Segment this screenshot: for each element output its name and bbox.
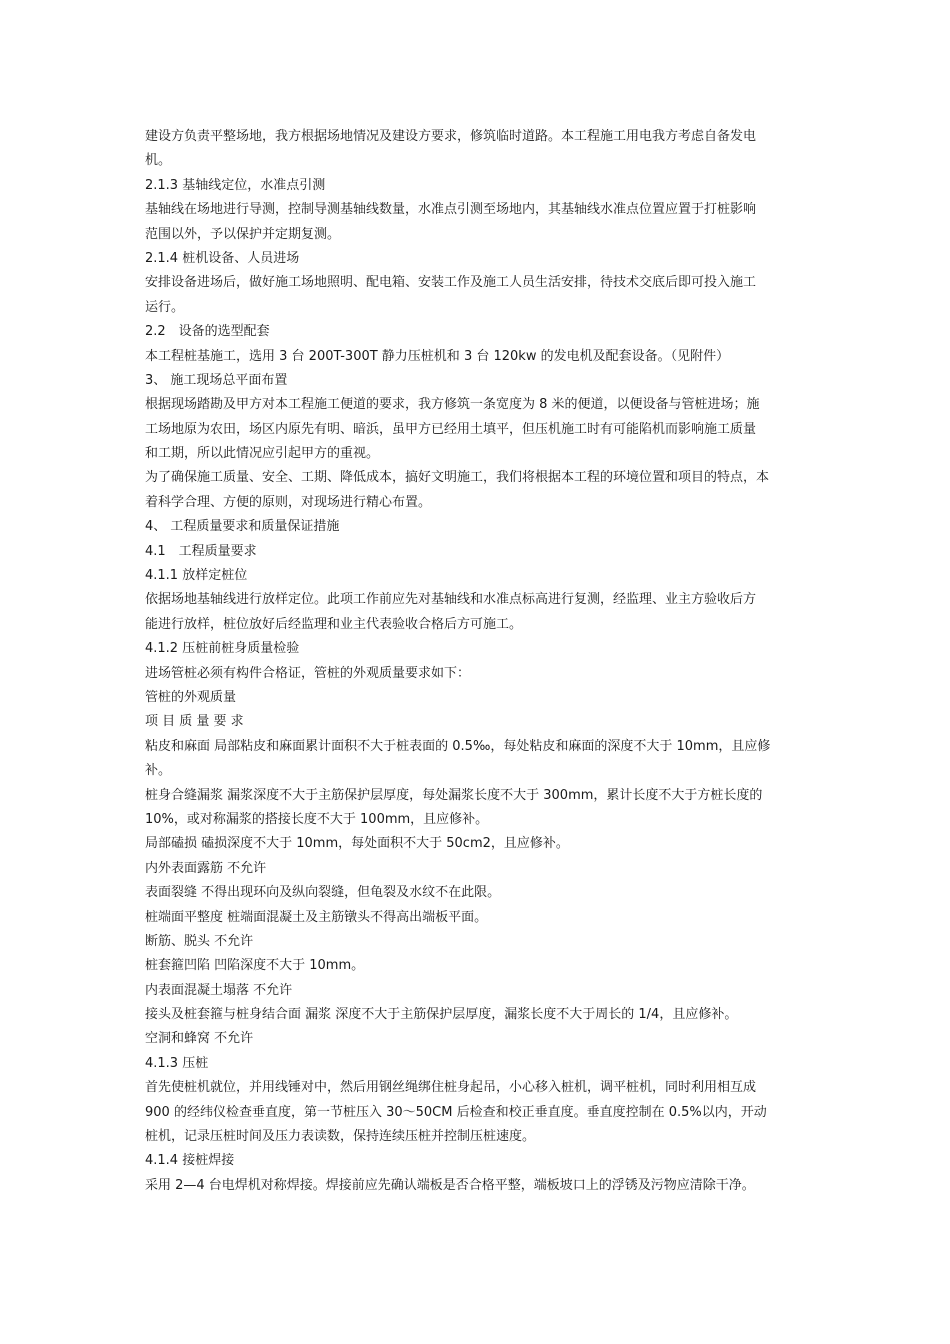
table-header-line: 项 目 质 量 要 求 [145, 714, 244, 730]
section-heading: 2.2 设备的选型配套 [145, 324, 270, 340]
paragraph-line: 桩机，记录压桩时间及压力表读数，保持连续压桩并控制压桩速度。 [145, 1129, 536, 1145]
paragraph-line: 机。 [145, 153, 172, 169]
section-heading: 4、 工程质量要求和质量保证措施 [145, 519, 340, 535]
paragraph-line: 900 的经纬仪检查垂直度，第一节桩压入 30～50CM 后检查和校正垂直度。垂直度控制在 0.5%以内，开动 [145, 1104, 767, 1120]
paragraph-line: 采用 2—4 台电焊机对称焊接。焊接前应先确认端板是否合格平整，端板坡口上的浮锈及污物应清除干净。 [145, 1177, 755, 1193]
table-row-line: 桩套箍凹陷 凹陷深度不大于 10mm。 [145, 958, 365, 974]
table-row-line: 局部磕损 磕损深度不大于 10mm，每处面积不大于 50cm2，且应修补。 [145, 836, 569, 852]
paragraph-line: 安排设备进场后，做好施工场地照明、配电箱、安装工作及施工人员生活安排，待技术交底后即可投入施工 [145, 275, 757, 291]
section-heading: 3、 施工现场总平面布置 [145, 372, 288, 388]
section-heading: 4.1 工程质量要求 [145, 543, 257, 559]
paragraph-line: 着科学合理、方便的原则，对现场进行精心布置。 [145, 494, 432, 510]
section-heading: 2.1.3 基轴线定位，水准点引测 [145, 177, 326, 193]
table-row-line: 补。 [145, 763, 172, 779]
paragraph-line: 依据场地基轴线进行放样定位。此项工作前应先对基轴线和水准点标高进行复测，经监理、业主方验收后方 [145, 592, 757, 608]
paragraph-line: 为了确保施工质量、安全、工期、降低成本，搞好文明施工，我们将根据本工程的环境位置和项目的特点，本 [145, 470, 770, 486]
table-row-line: 接头及桩套箍与桩身结合面 漏浆 深度不大于主筋保护层厚度，漏浆长度不大于周长的 1/4，且应修补。 [145, 1007, 738, 1023]
section-heading: 4.1.1 放样定桩位 [145, 568, 248, 584]
table-row-line: 10%，或对称漏浆的搭接长度不大于 100mm，且应修补。 [145, 811, 489, 827]
paragraph-line: 范围以外，予以保护并定期复测。 [145, 226, 341, 242]
table-row-line: 内表面混凝土塌落 不允许 [145, 982, 293, 998]
paragraph-line: 基轴线在场地进行导测，控制导测基轴线数量，水准点引测至场地内，其基轴线水准点位置应置于打桩影响 [145, 202, 757, 218]
paragraph-line: 工场地原为农田，场区内原先有明、暗浜，虽甲方已经用土填平，但压机施工时有可能陷机而影响施工质量 [145, 421, 757, 437]
document-body [145, 125, 813, 1198]
table-row-line: 粘皮和麻面 局部粘皮和麻面累计面积不大于桩表面的 0.5‰，每处粘皮和麻面的深度不大于 10mm，且应修 [145, 738, 771, 754]
paragraph-line: 运行。 [145, 299, 185, 315]
section-heading: 2.1.4 桩机设备、人员进场 [145, 250, 300, 266]
paragraph-line: 首先使桩机就位，并用线锤对中，然后用钢丝绳绑住桩身起吊，小心移入桩机，调平桩机，同时利用相互成 [145, 1080, 757, 1096]
paragraph-line: 根据现场踏勘及甲方对本工程施工便道的要求，我方修筑一条宽度为 8 米的便道，以便设备与管桩进场；施 [145, 397, 760, 413]
table-row-line: 断筋、脱头 不允许 [145, 933, 254, 949]
table-row-line: 空洞和蜂窝 不允许 [145, 1031, 254, 1047]
section-heading: 4.1.3 压桩 [145, 1055, 209, 1071]
table-row-line: 桩身合缝漏浆 漏浆深度不大于主筋保护层厚度，每处漏浆长度不大于 300mm，累计长度不大于方桩长度的 [145, 787, 763, 803]
paragraph-line: 和工期，所以此情况应引起甲方的重视。 [145, 446, 380, 462]
paragraph-line: 能进行放样，桩位放好后经监理和业主代表验收合格后方可施工。 [145, 616, 523, 632]
table-row-line: 表面裂缝 不得出现环向及纵向裂缝，但龟裂及水纹不在此限。 [145, 885, 501, 901]
paragraph-line: 管桩的外观质量 [145, 689, 237, 705]
section-heading: 4.1.4 接桩焊接 [145, 1153, 235, 1169]
table-row-line: 内外表面露筋 不允许 [145, 860, 267, 876]
section-heading: 4.1.2 压桩前桩身质量检验 [145, 641, 300, 657]
paragraph-line: 本工程桩基施工，选用 3 台 200T-300T 静力压桩机和 3 台 120kw 的发电机及配套设备。（见附件） [145, 348, 730, 364]
paragraph-line: 建设方负责平整场地，我方根据场地情况及建设方要求，修筑临时道路。本工程施工用电我方考虑自备发电 [145, 129, 757, 144]
paragraph-line: 进场管桩必须有构件合格证，管桩的外观质量要求如下： [145, 665, 471, 681]
table-row-line: 桩端面平整度 桩端面混凝土及主筋镦头不得高出端板平面。 [145, 909, 488, 925]
